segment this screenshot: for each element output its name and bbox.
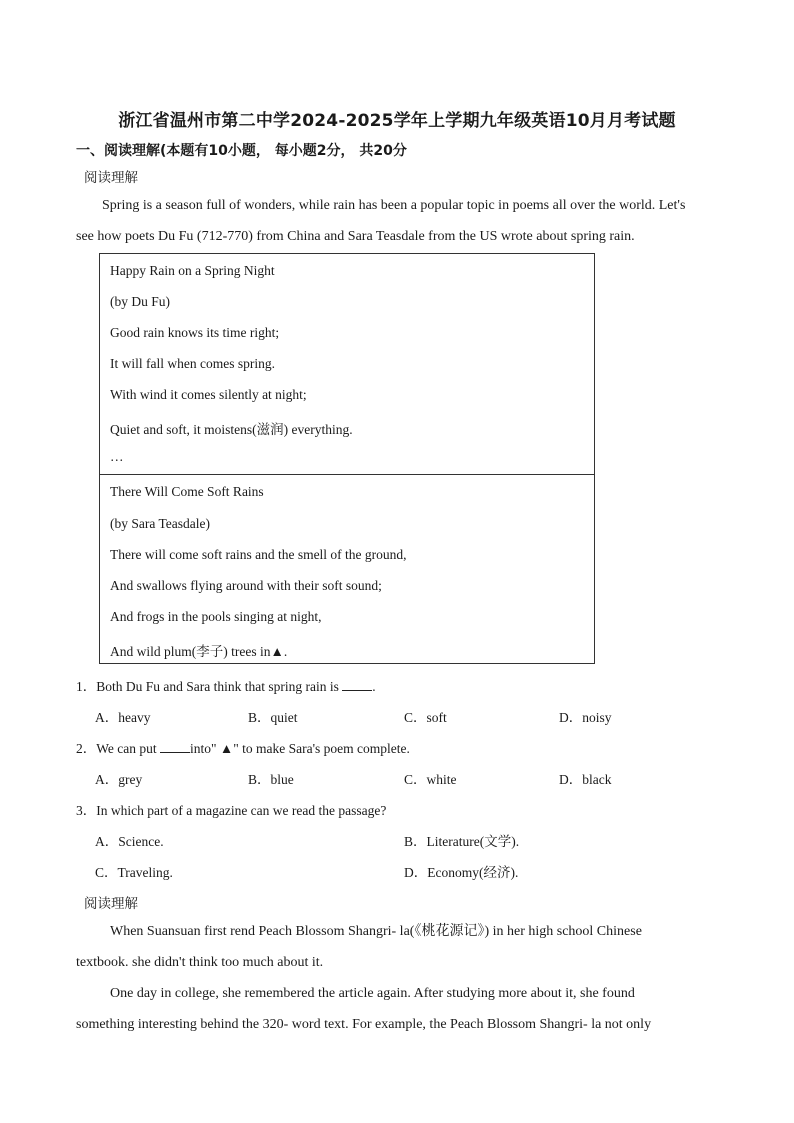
section-heading: 一、阅读理解(本题有10小题， 每小题2分， 共20分 xyxy=(76,143,407,159)
poem2-line: There will come soft rains and the smell of the ground, xyxy=(110,547,407,562)
poem1-title: Happy Rain on a Spring Night xyxy=(110,263,275,278)
q3-option-a[interactable]: A．Science. xyxy=(95,834,164,849)
poem2-line: And wild plum(李子) trees in▲. xyxy=(110,644,288,659)
poem1-line: It will fall when comes spring. xyxy=(110,356,275,371)
q2-option-a[interactable]: A．grey xyxy=(95,772,143,787)
reading2-passage xyxy=(76,916,726,1040)
p1-line-1: When Suansuan first rend Peach Blossom Shangri- la(《桃花源记》) in her high school Chinese xyxy=(110,924,642,939)
p2-line-2: something interesting behind the 320- word text. For example, the Peach Blossom Shangri- la not only xyxy=(76,1017,652,1032)
q1-option-a[interactable]: A．heavy xyxy=(95,710,151,725)
poem1-ellipsis: … xyxy=(110,449,124,464)
poem2-author: (by Sara Teasdale) xyxy=(110,516,211,531)
intro-line-2: see how poets Du Fu (712-770) from China and Sara Teasdale from the US wrote about spring rain. xyxy=(76,229,635,244)
reading1-intro xyxy=(76,190,716,252)
poem1-line: Quiet and soft, it moistens(滋润) everything. xyxy=(110,422,353,437)
q2-option-d[interactable]: D．black xyxy=(559,772,612,787)
poem2-title: There Will Come Soft Rains xyxy=(110,484,264,499)
poem-divider xyxy=(100,474,594,475)
reading-label-1: 阅读理解 xyxy=(84,170,138,186)
q1-option-b[interactable]: B．quiet xyxy=(248,710,298,725)
question-2: 2．We can put into" ▲" to make Sara's poem complete. xyxy=(76,741,410,756)
poem-box xyxy=(99,253,595,664)
intro-line-1: Spring is a season full of wonders, while rain has been a popular topic in poems all over the world. Let's xyxy=(102,198,686,213)
q3-option-b[interactable]: B．Literature(文学). xyxy=(404,834,520,849)
poem2-line: And frogs in the pools singing at night, xyxy=(110,609,322,624)
q2-option-b[interactable]: B．blue xyxy=(248,772,294,787)
poem1-line: With wind it comes silently at night; xyxy=(110,387,307,402)
q1-option-d[interactable]: D．noisy xyxy=(559,710,612,725)
q2-option-c[interactable]: C．white xyxy=(404,772,457,787)
q3-option-d[interactable]: D．Economy(经济). xyxy=(404,865,519,880)
answer-blank xyxy=(342,678,372,691)
reading-label-2: 阅读理解 xyxy=(84,896,138,912)
p2-line-1: One day in college, she remembered the article again. After studying more about it, she found xyxy=(110,986,635,1001)
exam-title: 浙江省温州市第二中学2024-2025学年上学期九年级英语10月月考试题 xyxy=(118,111,676,131)
poem2-line: And swallows flying around with their soft sound; xyxy=(110,578,382,593)
p1-line-2: textbook. she didn't think too much about it. xyxy=(76,955,324,970)
q3-option-c[interactable]: C．Traveling. xyxy=(95,865,173,880)
answer-blank xyxy=(160,740,190,753)
question-1: 1．Both Du Fu and Sara think that spring rain is . xyxy=(76,679,376,694)
question-3: 3．In which part of a magazine can we read the passage? xyxy=(76,803,387,818)
poem1-author: (by Du Fu) xyxy=(110,294,170,309)
q1-option-c[interactable]: C．soft xyxy=(404,710,447,725)
poem1-line: Good rain knows its time right; xyxy=(110,325,280,340)
